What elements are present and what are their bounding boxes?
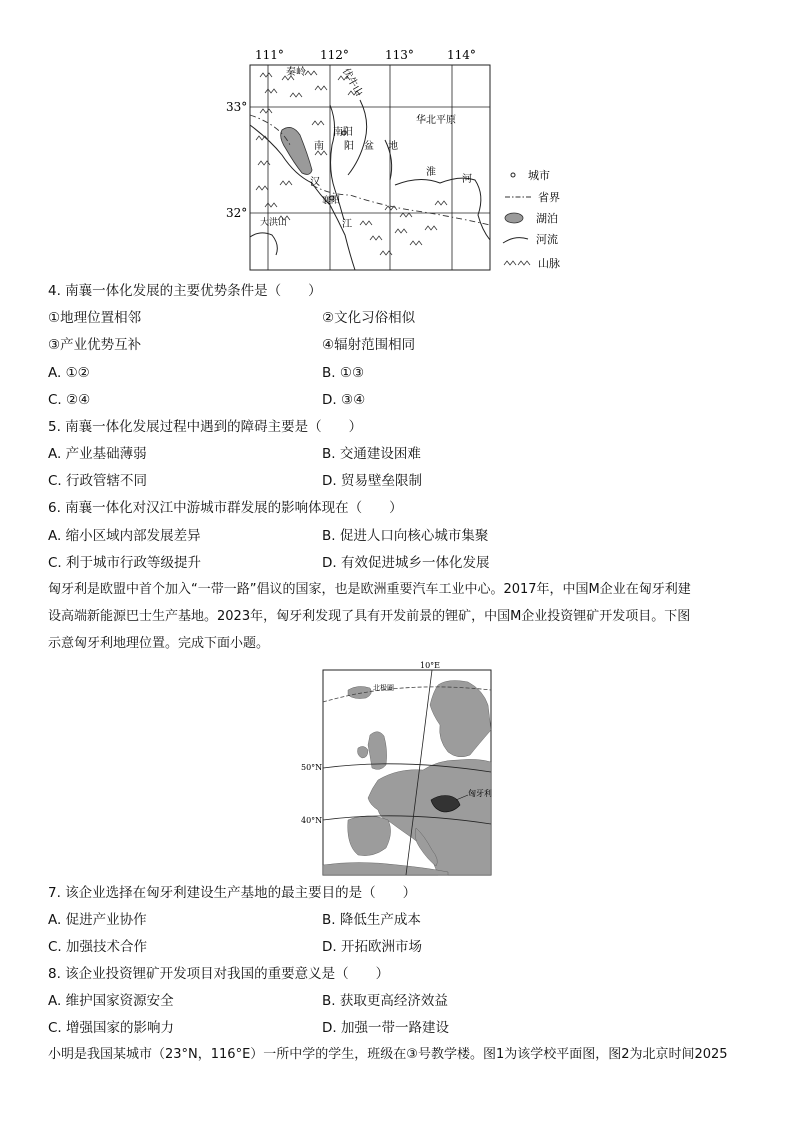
- legend-river-label: 河流: [536, 233, 558, 246]
- q8-stem: 8. 该企业投资锂矿开发项目对我国的重要意义是（ ）: [48, 966, 390, 982]
- nanxiang-map: [220, 45, 600, 275]
- legend-lake-label: 湖泊: [536, 212, 558, 225]
- label-han: 汉: [310, 177, 320, 188]
- q4-option-b: B. ①③: [322, 365, 365, 381]
- q4-option-c: C. ②④: [48, 392, 91, 408]
- map-legend: [503, 169, 560, 270]
- q7-stem: 7. 该企业选择在匈牙利建设生产基地的最主要目的是（ ）: [48, 885, 417, 901]
- label-jiang: 江: [342, 219, 352, 230]
- q4-item-3: ③产业优势互补: [48, 337, 142, 353]
- lon-label-113: 113°: [385, 48, 414, 62]
- map-frame: [250, 65, 490, 270]
- legend-river-symbol: [503, 238, 528, 243]
- q8-option-b: B. 获取更高经济效益: [322, 993, 448, 1009]
- label-basin-2: 阳: [344, 141, 354, 152]
- danjiangkou-lake: [281, 127, 312, 174]
- label-huai: 淮: [426, 167, 436, 178]
- hungary-map: [298, 660, 498, 880]
- legend-mountain-symbol: [504, 261, 530, 265]
- label-funiushan: 伏牛山: [339, 66, 365, 99]
- intro2-line-3: 示意匈牙利地理位置。完成下面小题。: [48, 636, 270, 651]
- lon-label-111: 111°: [255, 48, 284, 62]
- q5-option-b: B. 交通建设困难: [322, 446, 421, 462]
- label-nanyang: 南阳: [333, 127, 353, 138]
- label-basin-3: 盆: [364, 141, 374, 152]
- q6-option-d: D. 有效促进城乡一体化发展: [322, 555, 490, 571]
- q4-item-2: ②文化习俗相似: [322, 310, 416, 326]
- q7-option-d: D. 开拓欧洲市场: [322, 939, 422, 955]
- arctic-circle-label: 北极圈: [373, 684, 394, 692]
- lat-label-40n: 40°N: [301, 816, 323, 825]
- lat-label-33: 33°: [226, 100, 248, 114]
- lon-label-112: 112°: [320, 48, 349, 62]
- label-he: 河: [462, 174, 472, 185]
- q5-option-d: D. 贸易壁垒限制: [322, 473, 422, 489]
- lon-label-114: 114°: [447, 48, 476, 62]
- q4-item-1: ①地理位置相邻: [48, 310, 142, 326]
- q5-option-c: C. 行政管辖不同: [48, 473, 148, 489]
- legend-lake-symbol: [505, 213, 523, 223]
- hungary-label: 匈牙利: [468, 789, 492, 798]
- q4-stem: 4. 南襄一体化发展的主要优势条件是（ ）: [48, 283, 322, 299]
- label-dahongshan: 大洪山: [260, 218, 288, 228]
- label-huabei: 华北平原: [416, 115, 456, 126]
- q4-option-d: D. ③④: [322, 392, 366, 408]
- intro2-line-2: 设高端新能源巴士生产基地。2023年，匈牙利发现了具有开发前景的锂矿，中国M企业投资锂矿开发项目。下图: [48, 609, 691, 624]
- lat-label-50n: 50°N: [301, 763, 323, 772]
- intro2-line-1: 匈牙利是欧盟中首个加入“一带一路”倡议的国家，也是欧洲重要汽车工业中心。2017年，中国M企业在匈牙利建: [48, 582, 691, 597]
- q6-option-a: A. 缩小区域内部发展差异: [48, 528, 201, 544]
- q8-option-d: D. 加强一带一路建设: [322, 1020, 449, 1036]
- lon-label-10e: 10°E: [420, 661, 441, 670]
- legend-city-label: 城市: [528, 169, 550, 182]
- intro3-line: 小明是我国某城市（23°N，116°E）一所中学的学生，班级在③号教学楼。图1为该学校平面图，图2为北京时间2025: [48, 1047, 728, 1062]
- q7-option-b: B. 降低生产成本: [322, 912, 421, 928]
- legend-city-symbol: [511, 173, 515, 177]
- q7-option-a: A. 促进产业协作: [48, 912, 147, 928]
- q5-option-a: A. 产业基础薄弱: [48, 446, 147, 462]
- q4-option-a: A. ①②: [48, 365, 90, 381]
- q6-stem: 6. 南襄一体化对汉江中游城市群发展的影响体现在（ ）: [48, 500, 403, 516]
- q8-option-c: C. 增强国家的影响力: [48, 1020, 175, 1036]
- label-qinling: 秦岭: [286, 67, 306, 78]
- legend-mountain-label: 山脉: [538, 257, 560, 270]
- label-xiangyang: 襄阳: [322, 196, 341, 206]
- q5-stem: 5. 南襄一体化发展过程中遇到的障碍主要是（ ）: [48, 419, 363, 435]
- q6-option-b: B. 促进人口向核心城市集聚: [322, 528, 489, 544]
- q7-option-c: C. 加强技术合作: [48, 939, 148, 955]
- lat-label-32: 32°: [226, 206, 248, 220]
- label-basin-4: 地: [388, 141, 398, 152]
- label-basin-1: 南: [314, 141, 324, 152]
- q6-option-c: C. 利于城市行政等级提升: [48, 555, 202, 571]
- legend-boundary-label: 省界: [538, 191, 560, 204]
- q4-item-4: ④辐射范围相同: [322, 337, 416, 353]
- q8-option-a: A. 维护国家资源安全: [48, 993, 174, 1009]
- graticule: [250, 65, 490, 270]
